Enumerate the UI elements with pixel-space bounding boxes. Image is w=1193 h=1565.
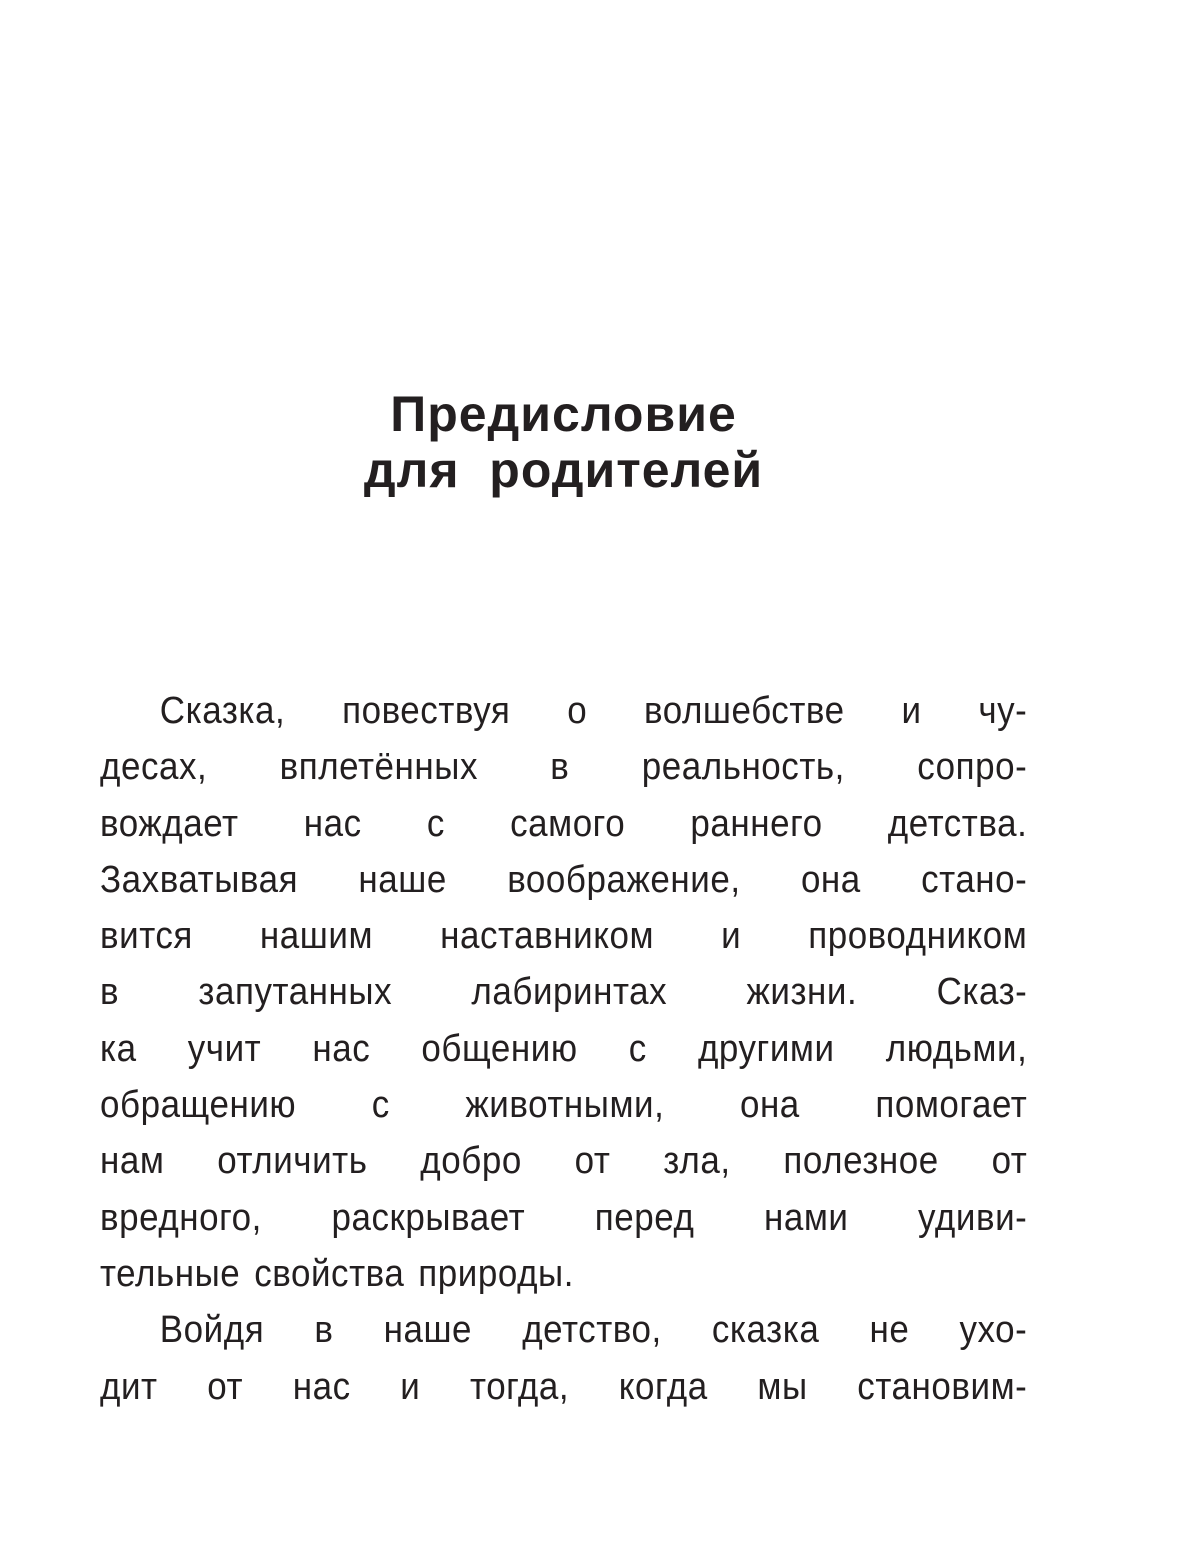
text-line: Захватывая наше воображение, она стано- (100, 858, 1028, 901)
chapter-title-line-1: Предисловие (390, 386, 737, 442)
text-line: нам отличить добро от зла, полезное от (100, 1140, 1028, 1183)
text-line: в запутанных лабиринтах жизни. Сказ- (100, 971, 1028, 1014)
text-line: десах, вплетённых в реальность, сопро- (100, 746, 1028, 789)
text-line: Сказка, повествуя о волшебстве и чу- (159, 690, 1028, 732)
paragraph-2 (100, 1302, 1027, 1415)
chapter-title (100, 386, 1027, 498)
text-line: вождает нас с самого раннего детства. (100, 802, 1028, 845)
text-line: вится нашим наставником и проводником (100, 915, 1028, 958)
chapter-title-line-2: для родителей (363, 442, 764, 498)
paragraph-1 (100, 683, 1027, 1302)
text-line: вредного, раскрывает перед нами удиви- (100, 1196, 1028, 1239)
text-line: ка учит нас общению с другими людьми, (100, 1027, 1028, 1070)
body-text (100, 683, 1027, 1415)
text-line: обращению с животными, она помогает (100, 1084, 1028, 1127)
text-line: Войдя в наше детство, сказка не ухо- (159, 1309, 1028, 1352)
text-line: дит от нас и тогда, когда мы становим- (100, 1365, 1028, 1408)
text-line: тельные свойства природы. (100, 1252, 574, 1295)
